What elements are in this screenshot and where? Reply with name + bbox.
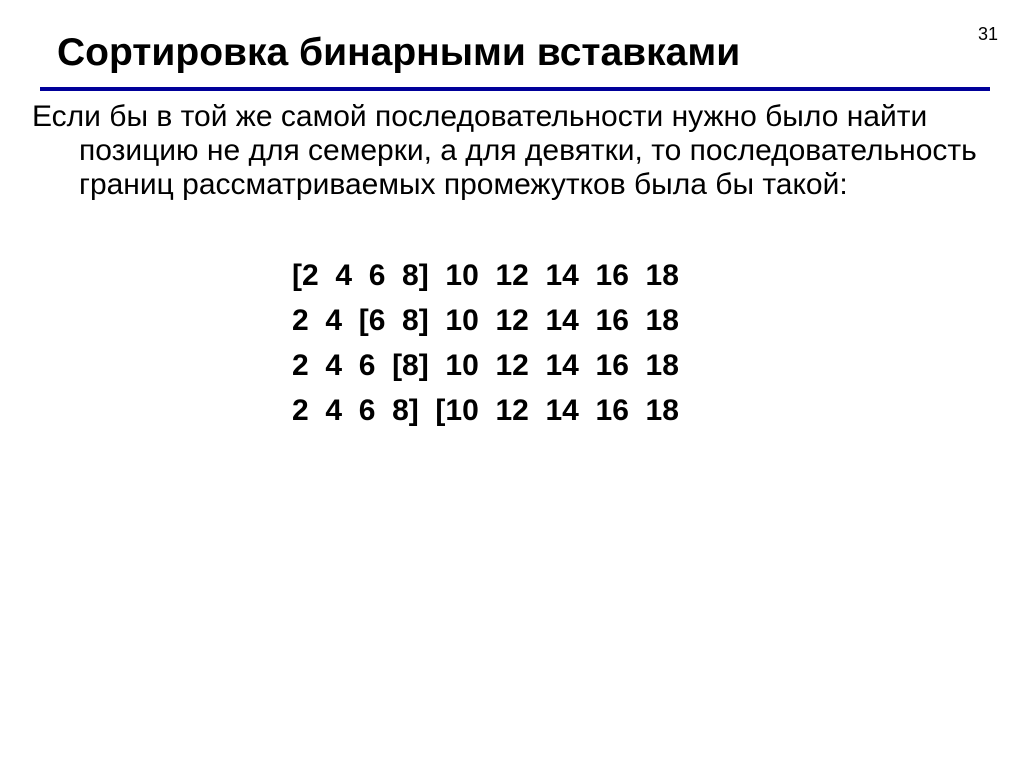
title-underline [40, 87, 990, 91]
body-paragraph: Если бы в той же самой последовательности нужно было найти позицию не для семерки, а для девятки, то последовательность границ рассматриваемых промежутков была бы такой: [32, 100, 977, 201]
sequence-row-1: [2 4 6 8] 10 12 14 16 18 [292, 259, 679, 292]
sequence-row-2: 2 4 [6 8] 10 12 14 16 18 [292, 304, 679, 337]
sequence-row-3: 2 4 6 [8] 10 12 14 16 18 [292, 349, 679, 382]
sequence-row-4: 2 4 6 8] [10 12 14 16 18 [292, 394, 679, 427]
slide-title: Сортировка бинарными вставками [57, 31, 741, 74]
slide-number: 31 [977, 24, 998, 44]
sequence-list [292, 253, 679, 433]
